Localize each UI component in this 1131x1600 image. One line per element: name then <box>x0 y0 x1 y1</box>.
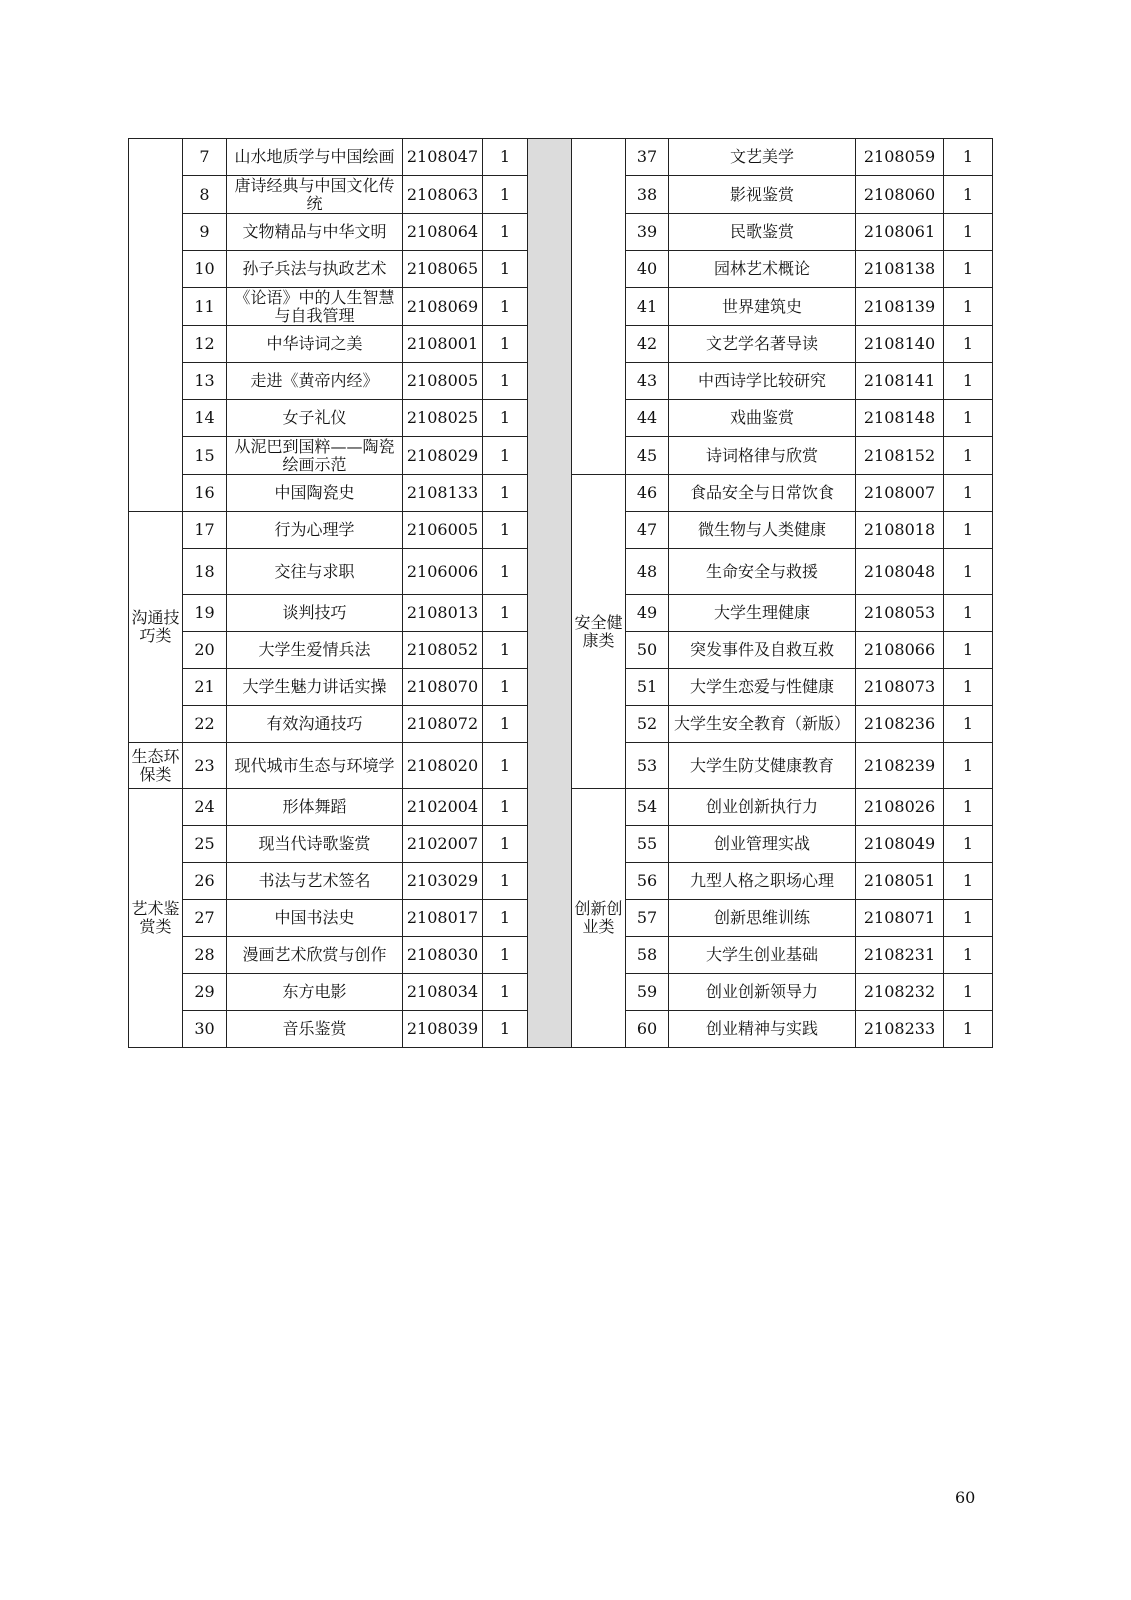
course-code: 2108060 <box>856 176 944 214</box>
category-cell: 安全健康类 <box>572 475 626 789</box>
course-code: 2108064 <box>403 214 483 251</box>
course-name: 园林艺术概论 <box>669 251 856 288</box>
course-name: 中华诗词之美 <box>227 326 403 363</box>
course-number: 49 <box>626 595 669 632</box>
course-name: 孙子兵法与执政艺术 <box>227 251 403 288</box>
course-name <box>227 437 403 475</box>
course-credit: 1 <box>944 669 993 706</box>
course-code: 2108233 <box>856 1011 944 1048</box>
course-code: 2108133 <box>403 475 483 512</box>
course-name: 东方电影 <box>227 974 403 1011</box>
course-credit: 1 <box>483 669 528 706</box>
course-number: 21 <box>183 669 227 706</box>
course-number: 25 <box>183 826 227 863</box>
course-credit: 1 <box>944 549 993 595</box>
course-credit: 1 <box>944 437 993 475</box>
separator-column <box>528 139 572 1048</box>
category-cell <box>129 139 183 512</box>
course-credit: 1 <box>944 826 993 863</box>
course-credit: 1 <box>483 512 528 549</box>
course-credit: 1 <box>944 326 993 363</box>
course-credit: 1 <box>483 974 528 1011</box>
course-code: 2108030 <box>403 937 483 974</box>
course-code: 2108013 <box>403 595 483 632</box>
course-credit: 1 <box>944 475 993 512</box>
course-name: 音乐鉴赏 <box>227 1011 403 1048</box>
course-number: 27 <box>183 900 227 937</box>
course-code: 2106005 <box>403 512 483 549</box>
course-credit: 1 <box>944 288 993 326</box>
course-credit: 1 <box>483 363 528 400</box>
course-credit: 1 <box>944 706 993 743</box>
course-name: 大学生魅力讲话实操 <box>227 669 403 706</box>
course-credit: 1 <box>944 176 993 214</box>
course-code: 2108070 <box>403 669 483 706</box>
course-code: 2108231 <box>856 937 944 974</box>
course-name: 创业创新领导力 <box>669 974 856 1011</box>
course-name: 诗词格律与欣赏 <box>669 437 856 475</box>
course-code: 2108007 <box>856 475 944 512</box>
course-number: 11 <box>183 288 227 326</box>
course-code: 2108034 <box>403 974 483 1011</box>
course-code: 2108020 <box>403 743 483 789</box>
course-code: 2108039 <box>403 1011 483 1048</box>
course-name: 有效沟通技巧 <box>227 706 403 743</box>
course-number: 38 <box>626 176 669 214</box>
course-name: 行为心理学 <box>227 512 403 549</box>
course-name: 影视鉴赏 <box>669 176 856 214</box>
course-number: 7 <box>183 139 227 176</box>
course-code: 2108236 <box>856 706 944 743</box>
course-name: 突发事件及自救互救 <box>669 632 856 669</box>
course-name: 中西诗学比较研究 <box>669 363 856 400</box>
course-code: 2108232 <box>856 974 944 1011</box>
course-number: 9 <box>183 214 227 251</box>
course-credit: 1 <box>483 743 528 789</box>
course-number: 48 <box>626 549 669 595</box>
course-code: 2108026 <box>856 789 944 826</box>
course-name: 走进《黄帝内经》 <box>227 363 403 400</box>
course-credit: 1 <box>483 1011 528 1048</box>
course-code: 2103029 <box>403 863 483 900</box>
course-number: 51 <box>626 669 669 706</box>
course-name: 漫画艺术欣赏与创作 <box>227 937 403 974</box>
course-code: 2108063 <box>403 176 483 214</box>
course-name: 女子礼仪 <box>227 400 403 437</box>
course-number: 41 <box>626 288 669 326</box>
course-credit: 1 <box>483 437 528 475</box>
course-credit: 1 <box>483 326 528 363</box>
course-code: 2108048 <box>856 549 944 595</box>
course-number: 44 <box>626 400 669 437</box>
course-number: 23 <box>183 743 227 789</box>
course-code: 2108069 <box>403 288 483 326</box>
course-number: 56 <box>626 863 669 900</box>
course-credit: 1 <box>483 475 528 512</box>
course-name: 微生物与人类健康 <box>669 512 856 549</box>
course-code: 2108061 <box>856 214 944 251</box>
course-credit: 1 <box>944 743 993 789</box>
course-name: 生命安全与救援 <box>669 549 856 595</box>
course-name: 文艺学名著导读 <box>669 326 856 363</box>
course-code: 2108053 <box>856 595 944 632</box>
course-name: 戏曲鉴赏 <box>669 400 856 437</box>
course-code: 2108049 <box>856 826 944 863</box>
course-number: 26 <box>183 863 227 900</box>
course-name: 九型人格之职场心理 <box>669 863 856 900</box>
page-number: 60 <box>955 1488 976 1507</box>
course-name: 文物精品与中华文明 <box>227 214 403 251</box>
course-name: 形体舞蹈 <box>227 789 403 826</box>
course-code: 2108140 <box>856 326 944 363</box>
course-credit: 1 <box>483 826 528 863</box>
course-number: 50 <box>626 632 669 669</box>
course-number: 15 <box>183 437 227 475</box>
course-credit: 1 <box>483 549 528 595</box>
course-credit: 1 <box>483 400 528 437</box>
course-name: 大学生理健康 <box>669 595 856 632</box>
course-name: 大学生爱情兵法 <box>227 632 403 669</box>
course-credit: 1 <box>944 363 993 400</box>
course-credit: 1 <box>483 176 528 214</box>
course-number: 10 <box>183 251 227 288</box>
course-number: 54 <box>626 789 669 826</box>
course-name: 创业创新执行力 <box>669 789 856 826</box>
course-number: 43 <box>626 363 669 400</box>
course-table <box>128 138 993 1048</box>
course-code: 2108148 <box>856 400 944 437</box>
course-number: 30 <box>183 1011 227 1048</box>
course-name: 创业精神与实践 <box>669 1011 856 1048</box>
course-number: 39 <box>626 214 669 251</box>
category-cell: 生态环保类 <box>129 743 183 789</box>
course-code: 2108051 <box>856 863 944 900</box>
course-credit: 1 <box>944 595 993 632</box>
course-number: 46 <box>626 475 669 512</box>
course-credit: 1 <box>483 706 528 743</box>
course-credit: 1 <box>483 900 528 937</box>
course-name: 交往与求职 <box>227 549 403 595</box>
category-cell: 沟通技巧类 <box>129 512 183 743</box>
table-row <box>129 139 993 176</box>
course-number: 58 <box>626 937 669 974</box>
course-credit: 1 <box>483 214 528 251</box>
course-number: 16 <box>183 475 227 512</box>
course-table-body <box>129 139 993 1048</box>
course-name: 大学生防艾健康教育 <box>669 743 856 789</box>
course-number: 55 <box>626 826 669 863</box>
course-code: 2106006 <box>403 549 483 595</box>
course-number: 52 <box>626 706 669 743</box>
course-code: 2108071 <box>856 900 944 937</box>
course-code: 2108065 <box>403 251 483 288</box>
course-number: 47 <box>626 512 669 549</box>
course-code: 2108001 <box>403 326 483 363</box>
course-credit: 1 <box>483 937 528 974</box>
course-credit: 1 <box>944 1011 993 1048</box>
course-credit: 1 <box>944 937 993 974</box>
course-credit: 1 <box>944 789 993 826</box>
course-code: 2108141 <box>856 363 944 400</box>
category-cell <box>572 139 626 475</box>
course-code: 2102004 <box>403 789 483 826</box>
course-name: 山水地质学与中国绘画 <box>227 139 403 176</box>
course-code: 2108073 <box>856 669 944 706</box>
course-credit: 1 <box>483 251 528 288</box>
course-credit: 1 <box>944 512 993 549</box>
course-name-text: 《论语》中的人生智慧与自我管理 <box>234 288 395 325</box>
course-name-text: 从泥巴到国粹——陶瓷绘画示范 <box>234 437 395 474</box>
course-code: 2108052 <box>403 632 483 669</box>
course-code: 2102007 <box>403 826 483 863</box>
course-number: 19 <box>183 595 227 632</box>
course-name: 创业管理实战 <box>669 826 856 863</box>
course-number: 53 <box>626 743 669 789</box>
course-number: 14 <box>183 400 227 437</box>
course-name: 世界建筑史 <box>669 288 856 326</box>
course-name <box>227 176 403 214</box>
course-number: 28 <box>183 937 227 974</box>
course-name: 谈判技巧 <box>227 595 403 632</box>
course-name: 创新思维训练 <box>669 900 856 937</box>
course-code: 2108239 <box>856 743 944 789</box>
course-name: 书法与艺术签名 <box>227 863 403 900</box>
course-code: 2108005 <box>403 363 483 400</box>
course-credit: 1 <box>483 863 528 900</box>
course-number: 8 <box>183 176 227 214</box>
course-credit: 1 <box>944 139 993 176</box>
course-credit: 1 <box>483 789 528 826</box>
course-number: 20 <box>183 632 227 669</box>
course-code: 2108066 <box>856 632 944 669</box>
course-code: 2108025 <box>403 400 483 437</box>
course-number: 13 <box>183 363 227 400</box>
course-code: 2108152 <box>856 437 944 475</box>
course-number: 22 <box>183 706 227 743</box>
course-code: 2108018 <box>856 512 944 549</box>
course-name: 现当代诗歌鉴赏 <box>227 826 403 863</box>
course-number: 59 <box>626 974 669 1011</box>
course-credit: 1 <box>944 400 993 437</box>
course-number: 45 <box>626 437 669 475</box>
category-cell: 创新创业类 <box>572 789 626 1048</box>
course-name-text: 唐诗经典与中国文化传统 <box>234 176 395 213</box>
category-cell: 艺术鉴赏类 <box>129 789 183 1048</box>
course-name: 文艺美学 <box>669 139 856 176</box>
course-code: 2108139 <box>856 288 944 326</box>
course-credit: 1 <box>944 900 993 937</box>
course-number: 12 <box>183 326 227 363</box>
course-name <box>227 288 403 326</box>
course-name: 大学生创业基础 <box>669 937 856 974</box>
course-credit: 1 <box>483 139 528 176</box>
course-code: 2108017 <box>403 900 483 937</box>
course-number: 37 <box>626 139 669 176</box>
course-number: 29 <box>183 974 227 1011</box>
course-code: 2108047 <box>403 139 483 176</box>
course-credit: 1 <box>483 288 528 326</box>
course-number: 60 <box>626 1011 669 1048</box>
course-credit: 1 <box>944 863 993 900</box>
course-code: 2108072 <box>403 706 483 743</box>
course-credit: 1 <box>483 595 528 632</box>
course-number: 57 <box>626 900 669 937</box>
course-credit: 1 <box>944 251 993 288</box>
course-number: 42 <box>626 326 669 363</box>
course-code: 2108029 <box>403 437 483 475</box>
course-name: 民歌鉴赏 <box>669 214 856 251</box>
course-number: 40 <box>626 251 669 288</box>
course-credit: 1 <box>944 974 993 1011</box>
course-number: 18 <box>183 549 227 595</box>
course-name: 食品安全与日常饮食 <box>669 475 856 512</box>
course-code: 2108138 <box>856 251 944 288</box>
course-number: 17 <box>183 512 227 549</box>
course-credit: 1 <box>483 632 528 669</box>
course-name: 大学生恋爱与性健康 <box>669 669 856 706</box>
course-name: 中国陶瓷史 <box>227 475 403 512</box>
course-name: 现代城市生态与环境学 <box>227 743 403 789</box>
course-code: 2108059 <box>856 139 944 176</box>
course-number: 24 <box>183 789 227 826</box>
course-credit: 1 <box>944 632 993 669</box>
course-name: 中国书法史 <box>227 900 403 937</box>
course-credit: 1 <box>944 214 993 251</box>
course-name: 大学生安全教育（新版） <box>669 706 856 743</box>
